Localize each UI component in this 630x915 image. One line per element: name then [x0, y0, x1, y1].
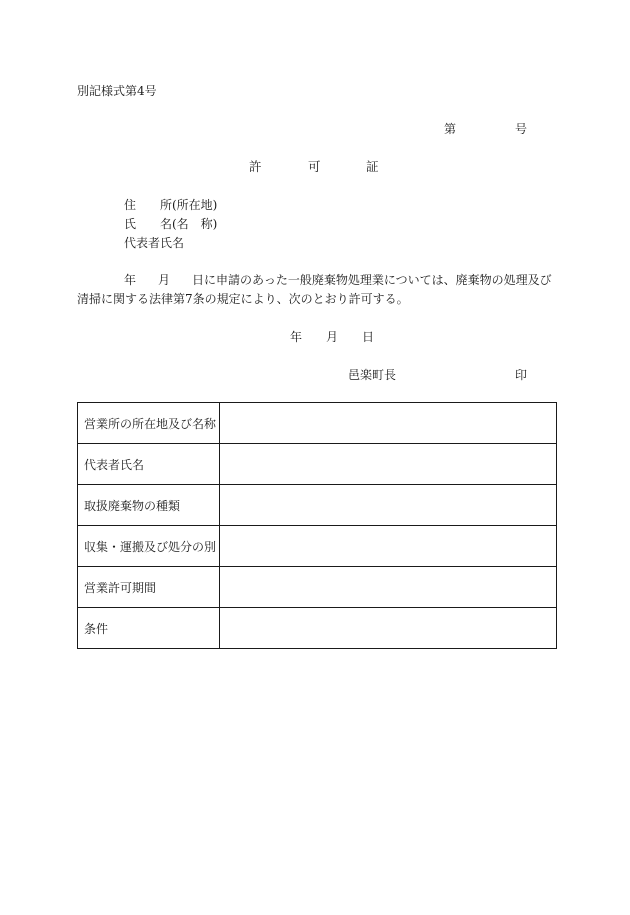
- row-value-business-category[interactable]: [220, 526, 557, 567]
- permit-details-table: [77, 402, 557, 649]
- row-value-representative[interactable]: [220, 444, 557, 485]
- field-paren-address: (所在地): [172, 198, 218, 212]
- body-line1-rest: 日に申請のあった一般廃棄物処理業については、廃棄物の処理及び: [192, 273, 552, 287]
- body-text-line-2: 清掃に関する法律第7条の規定により、次のとおり許可する。: [77, 292, 409, 306]
- table-row: [78, 403, 557, 444]
- date-year: 年: [290, 330, 303, 344]
- row-label-conditions: 条件: [78, 608, 220, 649]
- row-label-office: 営業所の所在地及び名称: [78, 403, 220, 444]
- date-month: 月: [326, 330, 339, 344]
- field-label-representative: 代表者氏名: [124, 236, 185, 250]
- table-row: [78, 608, 557, 649]
- row-value-conditions[interactable]: [220, 608, 557, 649]
- row-value-permit-period[interactable]: [220, 567, 557, 608]
- permit-number-suffix: 号: [515, 122, 528, 136]
- permit-number-prefix: 第: [444, 122, 457, 136]
- body-text-line-1: [124, 273, 552, 287]
- field-label-address: 住 所: [124, 198, 173, 212]
- row-label-business-category: 収集・運搬及び処分の別: [78, 526, 220, 567]
- body-month: 月: [158, 273, 171, 287]
- table-row: [78, 526, 557, 567]
- document-title-char-3: 証: [366, 159, 379, 174]
- row-label-permit-period: 営業許可期間: [78, 567, 220, 608]
- body-year: 年: [124, 273, 137, 287]
- row-value-office[interactable]: [220, 403, 557, 444]
- issuer-name: 邑楽町長: [348, 368, 397, 382]
- table-row: [78, 444, 557, 485]
- issue-date-line: [290, 330, 374, 344]
- row-value-waste-type[interactable]: [220, 485, 557, 526]
- table-row: [78, 567, 557, 608]
- field-label-name: 氏 名: [124, 217, 173, 231]
- table-row: [78, 485, 557, 526]
- row-label-representative: 代表者氏名: [78, 444, 220, 485]
- field-paren-name: (名 称): [172, 217, 218, 231]
- document-title-char-2: 可: [308, 159, 321, 174]
- document-title-char-1: 許: [249, 159, 262, 174]
- form-number-label: 別記様式第4号: [77, 84, 157, 98]
- seal-mark: 印: [515, 368, 528, 382]
- row-label-waste-type: 取扱廃棄物の種類: [78, 485, 220, 526]
- date-day: 日: [362, 330, 375, 344]
